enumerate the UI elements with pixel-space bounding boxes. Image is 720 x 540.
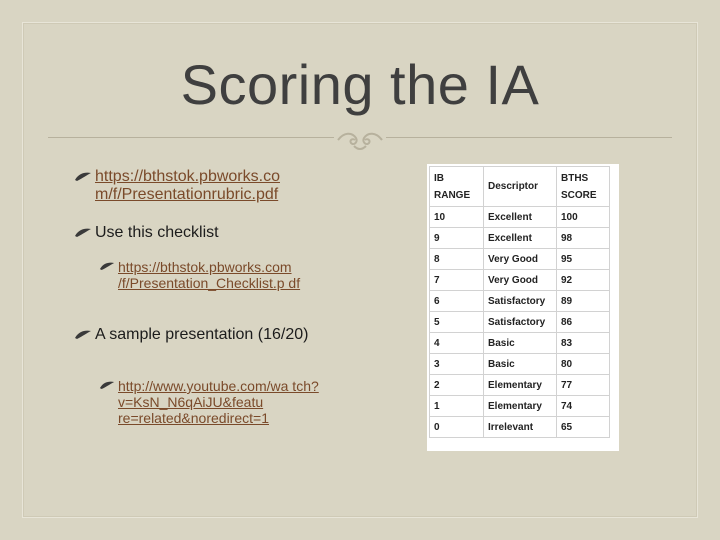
bullet-text: Use this checklist xyxy=(95,224,219,241)
table-row xyxy=(430,396,610,417)
table-cell: 98 xyxy=(557,228,610,249)
table-cell: 92 xyxy=(557,270,610,291)
bullet-text: A sample presentation (16/20) xyxy=(95,326,309,343)
table-cell: 6 xyxy=(430,291,484,312)
quill-bullet-icon xyxy=(74,227,92,239)
table-header-row xyxy=(430,167,610,207)
table-cell: 4 xyxy=(430,333,484,354)
quill-bullet-icon xyxy=(99,380,115,391)
table-row xyxy=(430,249,610,270)
table-cell: Satisfactory xyxy=(484,312,557,333)
sub-bullet-checklist-link xyxy=(118,259,333,291)
table-cell: Excellent xyxy=(484,207,557,228)
flourish-ornament-icon xyxy=(334,128,386,152)
table-cell: 3 xyxy=(430,354,484,375)
bullet-checklist xyxy=(95,224,335,242)
table-cell: 1 xyxy=(430,396,484,417)
table-cell: Irrelevant xyxy=(484,417,557,438)
column-header: Descriptor xyxy=(484,167,557,207)
table-cell: 77 xyxy=(557,375,610,396)
table-cell: 83 xyxy=(557,333,610,354)
bullet-rubric-link xyxy=(95,168,335,204)
table-cell: 95 xyxy=(557,249,610,270)
table-cell: 0 xyxy=(430,417,484,438)
rubric-pdf-link[interactable]: https://bthstok.pbworks.co m/f/Presentationrubric.pdf xyxy=(95,168,280,203)
table-cell: 8 xyxy=(430,249,484,270)
quill-bullet-icon xyxy=(99,261,115,272)
table-cell: Satisfactory xyxy=(484,291,557,312)
table-cell: 7 xyxy=(430,270,484,291)
table-cell: Basic xyxy=(484,333,557,354)
table-row xyxy=(430,333,610,354)
table-cell: Very Good xyxy=(484,270,557,291)
table-cell: Elementary xyxy=(484,375,557,396)
table-cell: 10 xyxy=(430,207,484,228)
table-cell: 5 xyxy=(430,312,484,333)
youtube-video-link[interactable]: http://www.youtube.com/wa tch?v=KsN_N6qAiJU&featu re=related&noredirect=1 xyxy=(118,378,319,426)
table-cell: 74 xyxy=(557,396,610,417)
table-row xyxy=(430,207,610,228)
bullet-sample-presentation xyxy=(95,326,335,344)
table-cell: 65 xyxy=(557,417,610,438)
table-cell: Very Good xyxy=(484,249,557,270)
scoring-table-image xyxy=(427,164,619,451)
table-row xyxy=(430,354,610,375)
table-row xyxy=(430,270,610,291)
table-cell: Elementary xyxy=(484,396,557,417)
table-cell: Excellent xyxy=(484,228,557,249)
slide-title: Scoring the IA xyxy=(180,53,540,116)
sub-bullet-youtube-link xyxy=(118,378,333,426)
table-cell: 100 xyxy=(557,207,610,228)
column-header: IB RANGE xyxy=(430,167,484,207)
table-row xyxy=(430,228,610,249)
checklist-pdf-link[interactable]: https://bthstok.pbworks.com /f/Presentation_Checklist.p df xyxy=(118,259,301,291)
table-row xyxy=(430,291,610,312)
table-cell: 9 xyxy=(430,228,484,249)
table-cell: Basic xyxy=(484,354,557,375)
table-cell: 2 xyxy=(430,375,484,396)
scoring-table xyxy=(429,166,610,438)
table-cell: 80 xyxy=(557,354,610,375)
table-cell: 86 xyxy=(557,312,610,333)
table-cell: 89 xyxy=(557,291,610,312)
table-row xyxy=(430,417,610,438)
quill-bullet-icon xyxy=(74,329,92,341)
table-row xyxy=(430,312,610,333)
table-row xyxy=(430,375,610,396)
quill-bullet-icon xyxy=(74,171,92,183)
column-header: BTHS SCORE xyxy=(557,167,610,207)
